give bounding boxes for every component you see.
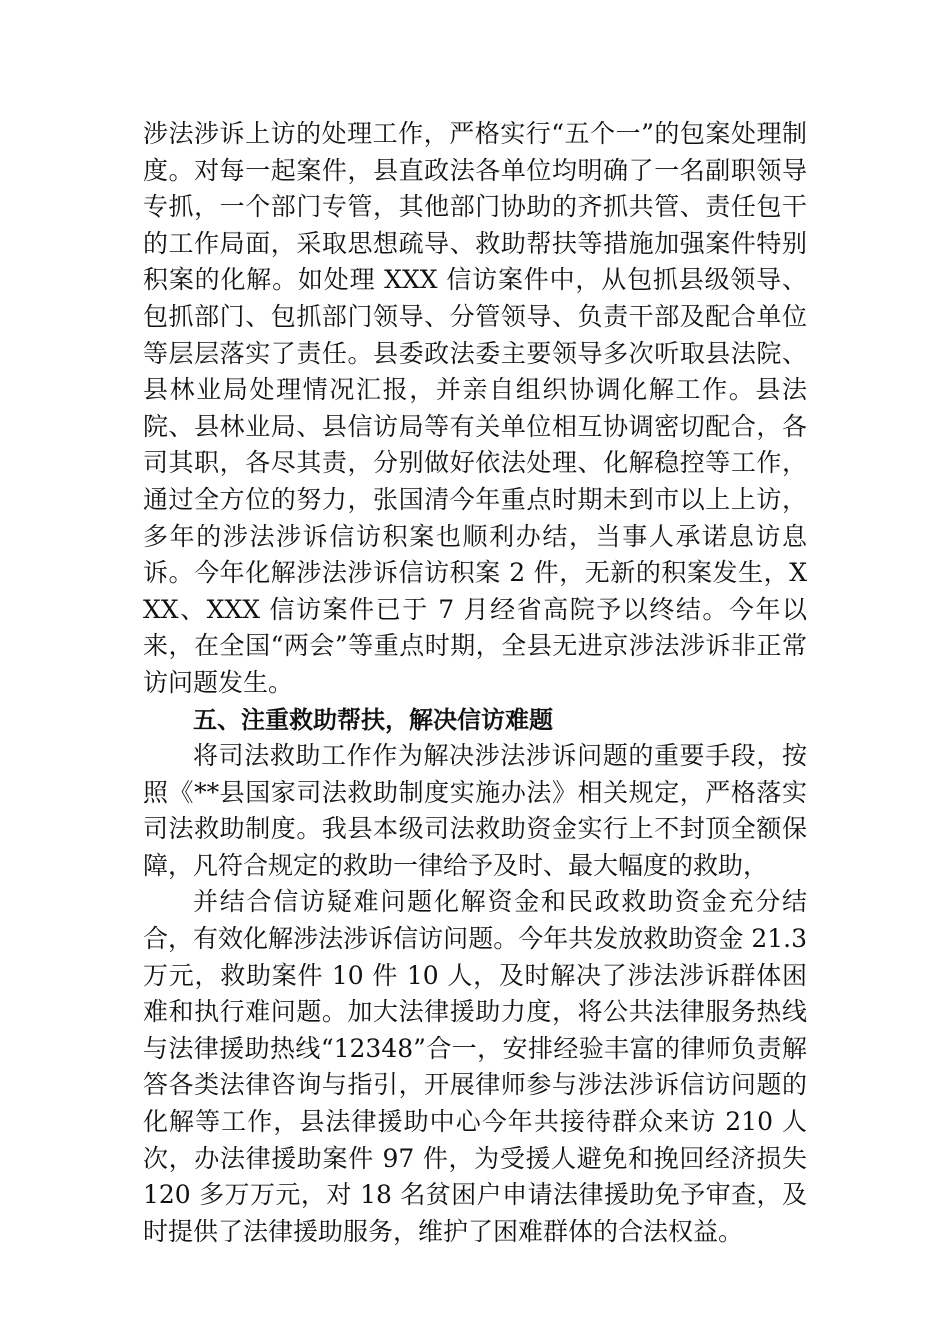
section-heading-five: 五、注重救助帮扶，解决信访难题 — [193, 705, 553, 734]
document-body — [143, 116, 807, 1250]
paragraph-legal-aid: 并结合信访疑难问题化解资金和民政救助资金充分结合，有效化解涉法涉诉信访问题。今年共发放救助资金 21.3 万元，救助案件 10 件 10 人，及时解决了涉法涉诉群体困难和执行难问题。加大法律援助力度，将公共法律服务热线与法律援助热线“12348”合一，安排经验丰富的律师负责解答各类法律咨询与指引，开展律师参与涉法涉诉信访问题的化解等工作，县法律援助中心今年共接待群众来访 210 人次，办法律援助案件 97 件，为受援人避免和挽回经济损失 120 多万万元，对 18 名贫困户申请法律援助免予审查，及时提供了法律援助服务，维护了困难群体的合法权益。 — [143, 887, 807, 1246]
paragraph-judicial-aid: 将司法救助工作作为解决涉法涉诉问题的重要手段，按照《**县国家司法救助制度实施办法》相关规定，严格落实司法救助制度。我县本级司法救助资金实行上不封顶全额保障，凡符合规定的救助一律给予及时、最大幅度的救助， — [143, 741, 807, 880]
paragraph-petition-handling: 涉法涉诉上访的处理工作，严格实行“五个一”的包案处理制度。对每一起案件，县直政法各单位均明确了一名副职领导专抓，一个部门专管，其他部门协助的齐抓共管、责任包干的工作局面，采取思想疏导、救助帮扶等措施加强案件特别积案的化解。如处理 XXX 信访案件中，从包抓县级领导、包抓部门、包抓部门领导、分管领导、负责干部及配合单位等层层落实了责任。县委政法委主要领导多次听取县法院、县林业局处理情况汇报，并亲自组织协调化解工作。县法院、县林业局、县信访局等有关单位相互协调密切配合，各司其职，各尽其责，分别做好依法处理、化解稳控等工作，通过全方位的努力，张国清今年重点时期未到市以上上访，多年的涉法涉诉信访积案也顺利办结，当事人承诺息访息诉。今年化解涉法涉诉信访积案 2 件，无新的积案发生，XXX、XXX 信访案件已于 7 月经省高院予以终结。今年以来，在全国“两会”等重点时期，全县无进京涉法涉诉非正常访问题发生。 — [143, 119, 807, 697]
